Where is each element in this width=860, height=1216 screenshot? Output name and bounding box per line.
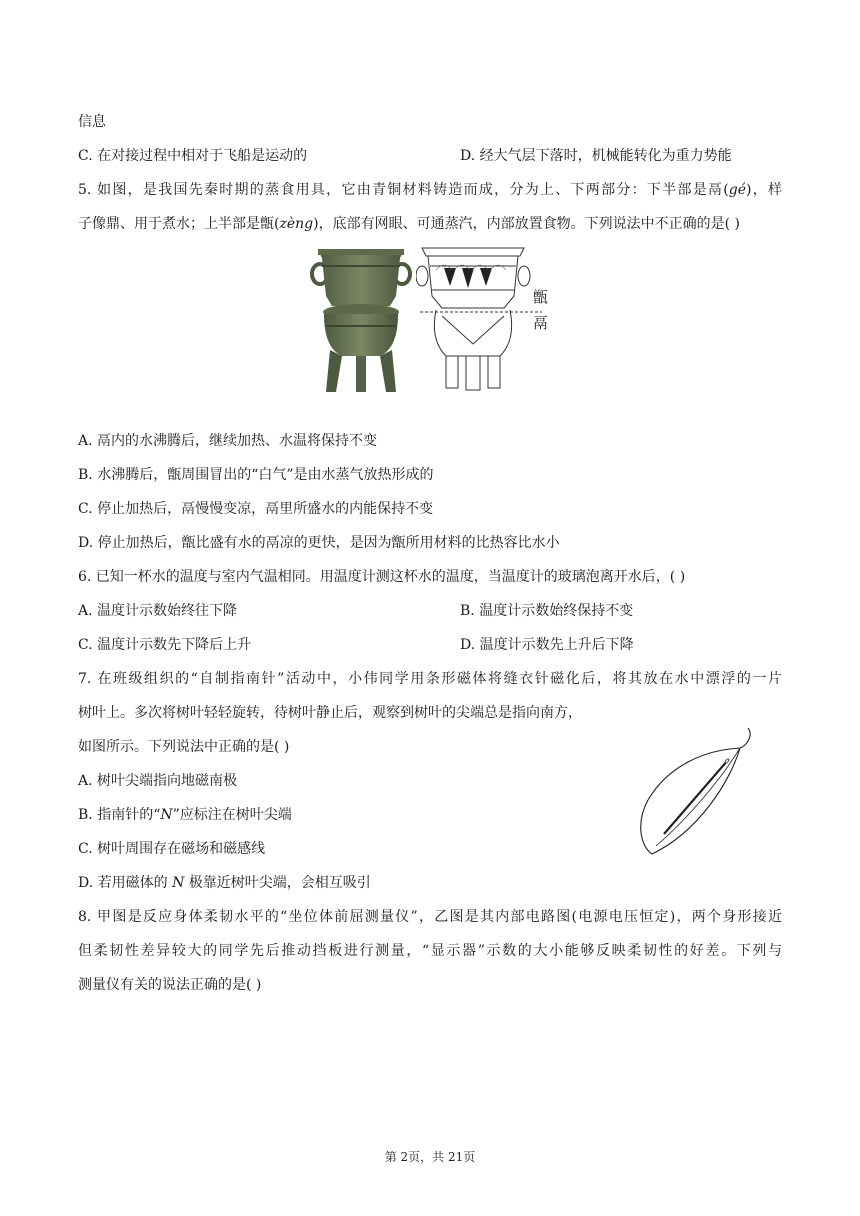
q5-stem-2b: )，底部有网眼、可通蒸汽，内部放置食物。下列说法中不正确的是( ) — [313, 216, 740, 232]
q6-option-b: B. 温度计示数始终保持不变 — [460, 603, 634, 619]
figure-label-zeng: 甑 — [533, 288, 549, 306]
q6-stem: 6. 已知一杯水的温度与室内气温相同。用温度计测这杯水的温度，当温度计的玻璃泡离开水后，( ) — [78, 569, 686, 585]
q6-option-d: D. 温度计示数先上升后下降 — [460, 637, 634, 653]
q5-pinyin-ge: gé — [728, 182, 746, 198]
q8-stem-line-3: 测量仪有关的说法正确的是( ) — [78, 977, 262, 993]
bronze-steamer-photo — [308, 244, 414, 394]
q7-option-d-post: 极靠近树叶尖端，会相互吸引 — [184, 875, 371, 891]
q5-stem-line-2 — [78, 214, 782, 234]
q6-options-row-1 — [78, 601, 782, 621]
q7-option-d-symbol: N — [172, 875, 185, 891]
q7-option-a: A. 树叶尖端指向地磁南极 — [78, 773, 238, 789]
q5-option-a: A. 鬲内的水沸腾后，继续加热、水温将保持不变 — [78, 433, 378, 449]
q4-option-c: C. 在对接过程中相对于飞船是运动的 — [78, 148, 308, 164]
text-line-info: 信息 — [78, 114, 106, 130]
q5-option-c: C. 停止加热后，鬲慢慢变凉，鬲里所盛水的内能保持不变 — [78, 501, 434, 517]
q6-options-row-2 — [78, 635, 782, 655]
q7-stem-line-1: 7. 在班级组织的“自制指南针”活动中，小伟同学用条形磁体将缝衣针磁化后，将其放在水中漂浮的一片 — [78, 671, 782, 687]
leaf-needle-figure — [634, 722, 760, 858]
q6-option-a: A. 温度计示数始终往下降 — [78, 603, 238, 619]
figure-label-li: 鬲 — [533, 314, 549, 332]
q7-option-d-pre: D. 若用磁体的 — [78, 875, 173, 891]
q5-stem-2a: 子像鼎、用于煮水；上半部是甑( — [78, 216, 280, 232]
q7-option-b-post: ”应标注在树叶尖端 — [172, 807, 292, 823]
q7-option-b-symbol: N — [160, 807, 173, 823]
q8-stem-line-2: 但柔韧性差异较大的同学先后推动挡板进行测量，“显示器”示数的大小能够反映柔韧性的好差。下列与 — [78, 943, 782, 959]
q6-option-c: C. 温度计示数先下降后上升 — [78, 637, 252, 653]
q7-stem-line-2: 树叶上。多次将树叶轻轻旋转，待树叶静止后，观察到树叶的尖端总是指向南方， — [78, 705, 582, 721]
q4-option-d: D. 经大气层下落时，机械能转化为重力势能 — [460, 148, 732, 164]
q5-option-b: B. 水沸腾后，甑周围冒出的“白气”是由水蒸气放热形成的 — [78, 467, 434, 483]
q7-option-d — [78, 873, 782, 893]
q5-option-d: D. 停止加热后，甑比盛有水的鬲凉的更快，是因为甑所用材料的比热容比水小 — [78, 535, 560, 551]
q5-stem-1b: )，样 — [745, 182, 782, 198]
q7-option-c: C. 树叶周围存在磁场和磁感线 — [78, 841, 266, 857]
q7-stem-line-3: 如图所示。下列说法中正确的是( ) — [78, 739, 290, 755]
q8-stem-line-1: 8. 甲图是反应身体柔韧水平的“坐位体前屈测量仪”，乙图是其内部电路图(电源电压恒定)，两个身形接近 — [78, 909, 782, 925]
page-number: 第 2页，共 21页 — [384, 1150, 476, 1164]
q5-stem-line-1 — [78, 180, 782, 200]
q7-option-b-pre: B. 指南针的“ — [78, 807, 161, 823]
q4-options-row — [78, 146, 782, 166]
q5-stem-1a: 5. 如图，是我国先秦时期的蒸食用具，它由青铜材料铸造而成，分为上、下两部分：下半部是鬲( — [78, 182, 729, 198]
q5-pinyin-zeng: zèng — [279, 216, 314, 232]
